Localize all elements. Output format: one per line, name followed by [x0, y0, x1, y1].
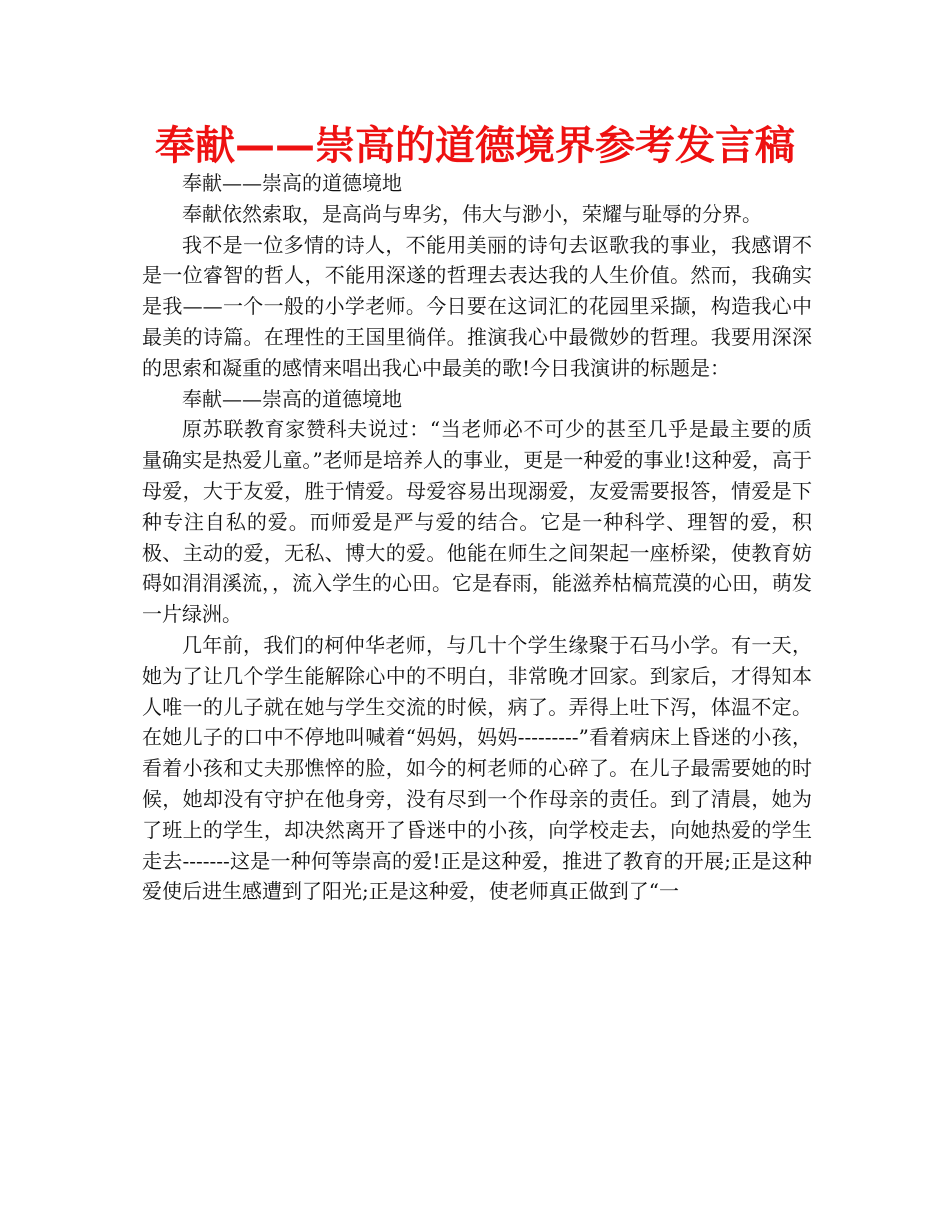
- paragraph: 奉献依然索取，是高尚与卑劣，伟大与渺小，荣耀与耻辱的分界。: [182, 201, 762, 226]
- paragraph: 我不是一位多情的诗人，不能用美丽的诗句去讴歌我的事业，我感谓不是一位睿智的哲人，不能用深遂的哲理去表达我的人生价值。然而，我确实是我——一个一般的小学老师。今日要在这词汇的花园里采撷，构造我心中最美的诗篇。在理性的王国里徜佯。推演我心中最微妙的哲理。我要用深深的思索和凝重的感情来唱出我心中最美的歌!今日我演讲的标题是：: [142, 232, 812, 380]
- paragraph-speech-title: 奉献——崇高的道德境地: [182, 386, 402, 411]
- paragraph-subtitle: 奉献——崇高的道德境地: [182, 171, 402, 195]
- document-title: 奉献——崇高的道德境界参考发言稿: [155, 123, 795, 169]
- paragraph: 几年前，我们的柯仲华老师，与几十个学生缘聚于石马小学。有一天，她为了让几个学生能解除心中的不明白，非常晚才回家。到家后，才得知本人唯一的儿子就在她与学生交流的时候，病了。弄得上吐下泻，体温不定。在她儿子的口中不停地叫喊着“妈妈，妈妈---------”看着病床上昏迷的小孩，看着小孩和丈夫那憔悴的脸，如今的柯老师的心碎了。在儿子最需要她的时候，她却没有守护在他身旁，没有尽到一个作母亲的责任。到了清晨，她为了班上的学生，却决然离开了昏迷中的小孩，向学校走去，向她热爱的学生走去-------这是一种何等崇高的爱!正是这种爱，推进了教育的开展;正是这种爱使后进生感遭到了阳光;正是这种爱，使老师真正做到了“一: [142, 632, 812, 904]
- paragraph: 原苏联教育家赞科夫说过：“当老师必不可少的甚至几乎是最主要的质量确实是热爱儿童。”老师是培养人的事业，更是一种爱的事业!这种爱，高于母爱，大于友爱，胜于情爱。母爱容易出现溺爱，友爱需要报答，情爱是下种专注自私的爱。而师爱是严与爱的结合。它是一种科学、理智的爱，积极、主动的爱，无私、博大的爱。他能在师生之间架起一座桥梁，使教育妨碍如涓涓溪流，，流入学生的心田。它是春雨，能滋养枯槁荒漠的心田，萌发一片绿洲。: [142, 417, 812, 627]
- document-body: [142, 168, 812, 907]
